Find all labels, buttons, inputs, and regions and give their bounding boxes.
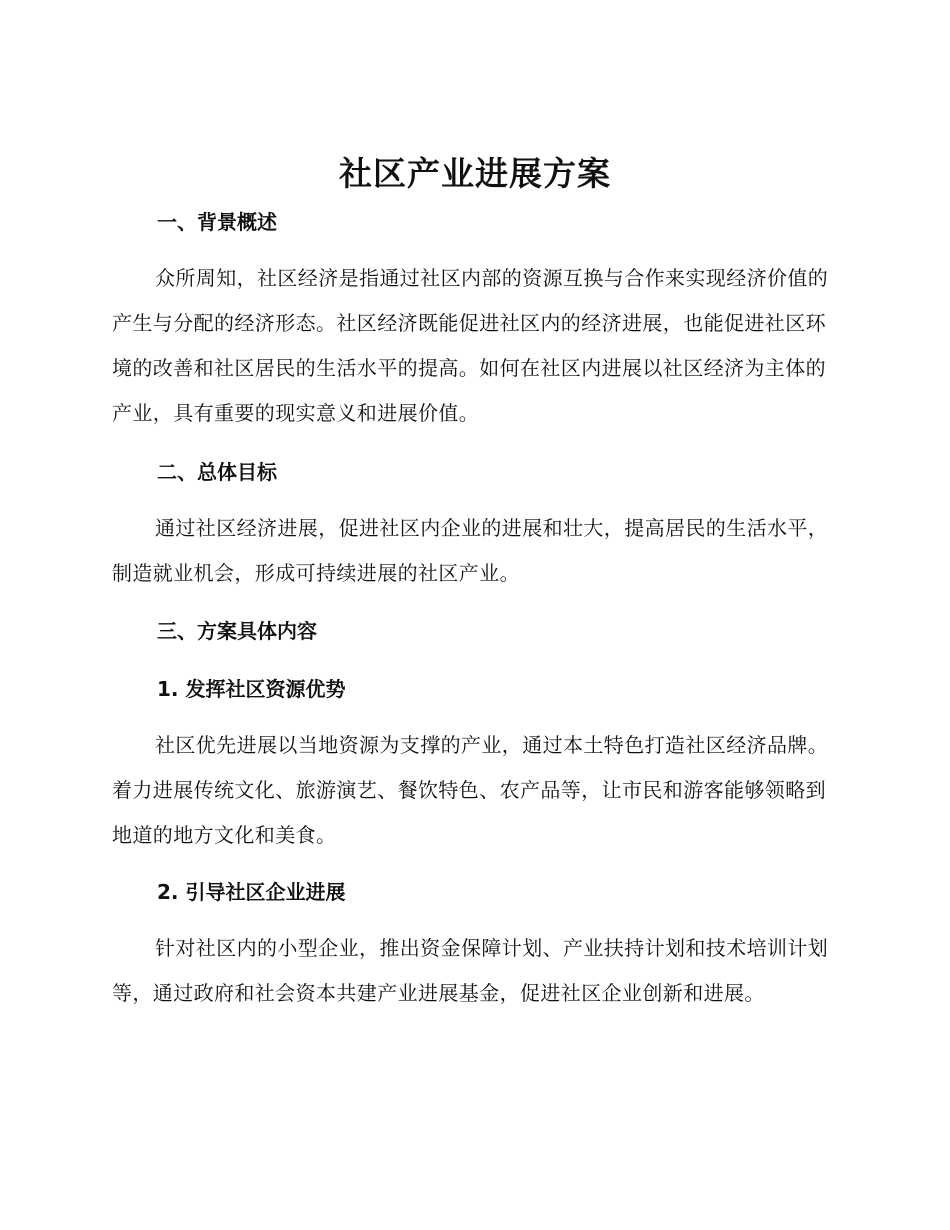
paragraph-background: 众所周知，社区经济是指通过社区内部的资源互换与合作来实现经济价值的产生与分配的经济形态。社区经济既能促进社区内的经济进展，也能促进社区环境的改善和社区居民的生活水平的提高。如何在社区内进展以社区经济为主体的产业，具有重要的现实意义和进展价值。	[112, 266, 829, 425]
section-heading-background: 一、背景概述	[157, 210, 277, 234]
section-heading-goals: 二、总体目标	[157, 460, 277, 484]
paragraph-enterprises: 针对社区内的小型企业，推出资金保障计划、产业扶持计划和技术培训计划等，通过政府和社会资本共建产业进展基金，促进社区企业创新和进展。	[112, 936, 829, 1005]
subsection-heading-enterprises: 2. 引导社区企业进展	[157, 880, 346, 904]
document-title: 社区产业进展方案	[339, 154, 611, 193]
section-heading-plan-content: 三、方案具体内容	[157, 619, 317, 643]
subsection-heading-resources: 1. 发挥社区资源优势	[157, 677, 346, 701]
paragraph-resources: 社区优先进展以当地资源为支撑的产业，通过本土特色打造社区经济品牌。着力进展传统文化、旅游演艺、餐饮特色、农产品等，让市民和游客能够领略到地道的地方文化和美食。	[112, 733, 829, 847]
paragraph-goals: 通过社区经济进展，促进社区内企业的进展和壮大，提高居民的生活水平，制造就业机会，形成可持续进展的社区产业。	[112, 516, 829, 585]
